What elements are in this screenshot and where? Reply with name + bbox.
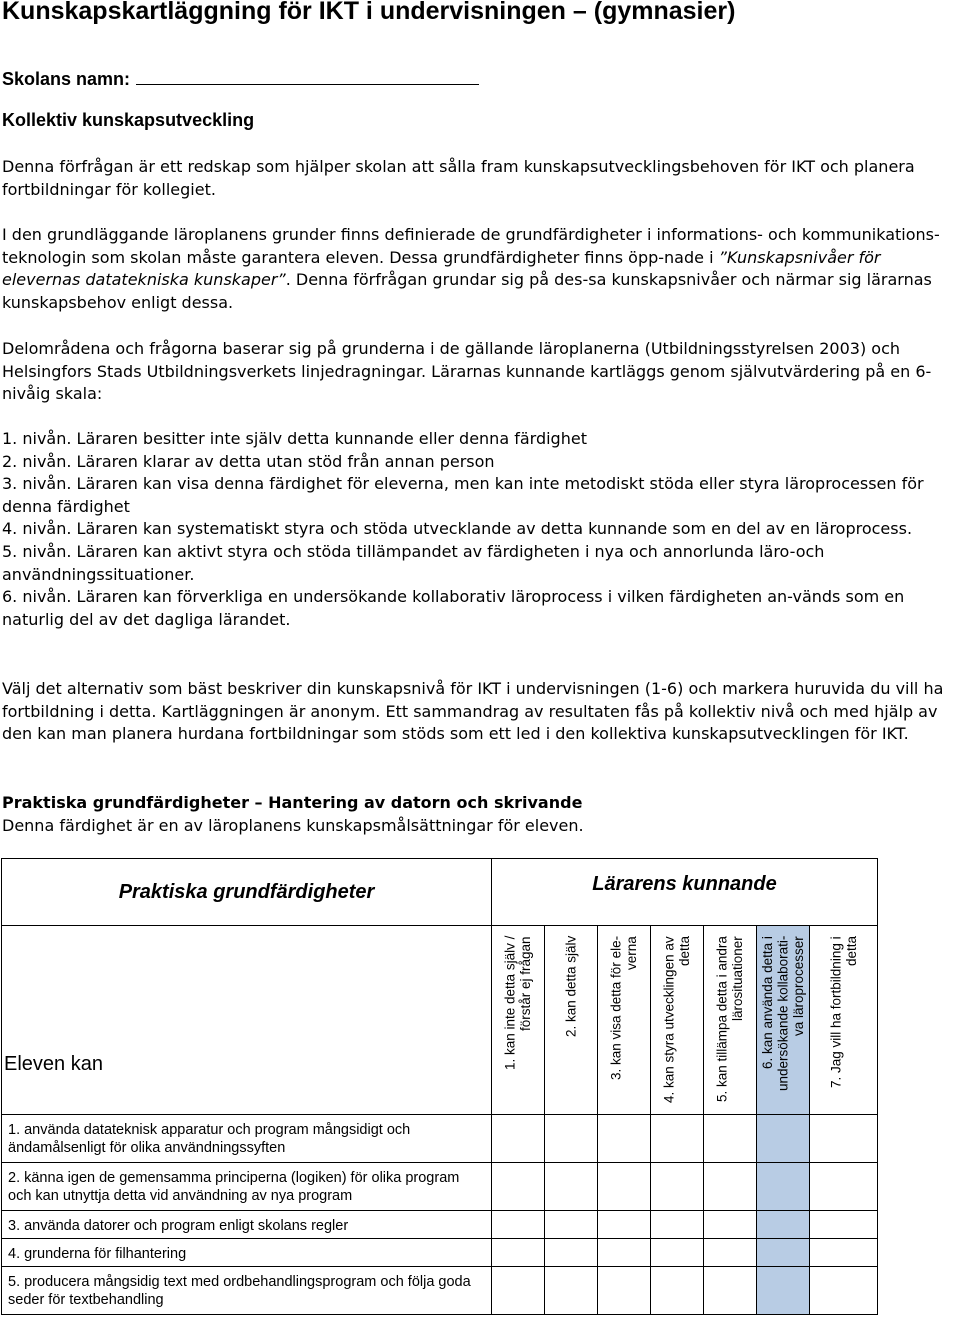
- levels-list: [2, 428, 958, 631]
- table-row: [2, 1163, 878, 1211]
- column-header-2: [545, 926, 598, 1115]
- answer-cell[interactable]: [757, 1163, 810, 1211]
- table-row: [2, 1267, 878, 1315]
- column-header-5: [704, 926, 757, 1115]
- section-subtitle: Denna färdighet är en av läroplanens kunskapsmålsättningar för eleven.: [2, 815, 584, 835]
- answer-cell[interactable]: [757, 1267, 810, 1315]
- table-row: [2, 1239, 878, 1267]
- answer-cell[interactable]: [545, 1115, 598, 1163]
- column-header-2-text: 2. kan detta själv: [563, 936, 579, 1038]
- column-header-3-text: 3. kan visa detta för ele-verna: [608, 936, 639, 1081]
- column-header-3: [598, 926, 651, 1115]
- answer-cell[interactable]: [545, 1163, 598, 1211]
- column-header-6: [757, 926, 810, 1115]
- answer-cell[interactable]: [492, 1211, 545, 1239]
- level-item-4: 4. nivån. Läraren kan systematiskt styra och stöda utvecklande av detta kunnande som en del av en läroprocess.: [2, 519, 913, 539]
- answer-cell[interactable]: [598, 1163, 651, 1211]
- answer-cell[interactable]: [704, 1211, 757, 1239]
- answer-cell[interactable]: [545, 1239, 598, 1267]
- table-row: [2, 1115, 878, 1163]
- section-intro: [2, 792, 958, 837]
- answer-cell[interactable]: [545, 1267, 598, 1315]
- page-title: Kunskapskartläggning för IKT i undervisningen – (gymnasier): [2, 0, 736, 25]
- row-header-eleven-kan: Eleven kan: [2, 926, 492, 1115]
- answer-cell[interactable]: [598, 1239, 651, 1267]
- column-header-4-text: 4. kan styra utvecklingen av detta: [661, 936, 692, 1103]
- answer-cell[interactable]: [704, 1267, 757, 1315]
- column-header-6-text: 6. kan använda detta i undersökande kollaborati-va läroprocesser: [759, 936, 806, 1092]
- school-name-field: [2, 66, 479, 90]
- skill-row-label: 4. grunderna för filhantering: [2, 1239, 492, 1267]
- level-item-2: 2. nivån. Läraren klarar av detta utan stöd från annan person: [2, 451, 495, 471]
- skill-row-label: 2. känna igen de gemensamma principerna (logiken) för olika program och kan utnyttja detta vid användning av nya program: [2, 1163, 492, 1211]
- answer-cell[interactable]: [757, 1211, 810, 1239]
- level-item-5: 5. nivån. Läraren kan aktivt styra och stöda tillämpandet av färdigheten i nya och annorlunda läro-och användningssituationer.: [2, 541, 825, 584]
- answer-cell[interactable]: [492, 1115, 545, 1163]
- answer-cell[interactable]: [810, 1115, 878, 1163]
- column-header-7-text: 7. Jag vill ha fortbildning i detta: [828, 936, 859, 1088]
- curriculum-paragraph-a: I den grundläggande läroplanens grunder finns definierade de grundfärdigheter i informations- och kommunikations-teknologin som skolan måste garantera eleven. Dessa grundfärdigheter finns öpp-nade i: [2, 225, 940, 267]
- intro-paragraph: Denna förfrågan är ett redskap som hjälper skolan att sålla fram kunskapsutvecklingsbehoven för IKT och planera fortbildningar för kollegiet.: [2, 157, 915, 199]
- answer-cell[interactable]: [598, 1267, 651, 1315]
- column-header-5-text: 5. kan tillämpa detta i andra lärosituationer: [714, 936, 745, 1102]
- answer-cell[interactable]: [651, 1115, 704, 1163]
- answer-cell[interactable]: [810, 1267, 878, 1315]
- answer-cell[interactable]: [598, 1115, 651, 1163]
- curriculum-reference: ”Kunskapsnivåer för elevernas datatekniska kunskaper”: [2, 247, 881, 290]
- answer-cell[interactable]: [704, 1163, 757, 1211]
- level-item-6: 6. nivån. Läraren kan förverkliga en undersökande kollaborativ läroprocess i vilken färdigheten an-vänds som en naturlig del av det dagliga lärandet.: [2, 587, 905, 629]
- answer-cell[interactable]: [757, 1115, 810, 1163]
- answer-cell[interactable]: [757, 1239, 810, 1267]
- skill-row-label: 5. producera mångsidig text med ordbehandlingsprogram och följa goda seder för textbehandling: [2, 1267, 492, 1315]
- column-header-7: [810, 926, 878, 1115]
- school-name-label: Skolans namn:: [2, 69, 131, 89]
- skills-table: [1, 858, 878, 1315]
- answer-cell[interactable]: [810, 1239, 878, 1267]
- answer-cell[interactable]: [545, 1211, 598, 1239]
- answer-cell[interactable]: [651, 1239, 704, 1267]
- answer-cell[interactable]: [492, 1163, 545, 1211]
- subheading: Kollektiv kunskapsutveckling: [2, 110, 255, 130]
- curriculum-paragraph: [2, 224, 958, 314]
- answer-cell[interactable]: [651, 1267, 704, 1315]
- answer-cell[interactable]: [492, 1239, 545, 1267]
- answer-cell[interactable]: [810, 1163, 878, 1211]
- answer-cell[interactable]: [810, 1211, 878, 1239]
- table-header-skills: Praktiska grundfärdigheter: [2, 859, 492, 926]
- skill-row-label: 3. använda datorer och program enligt skolans regler: [2, 1211, 492, 1239]
- column-header-4: [651, 926, 704, 1115]
- answer-cell[interactable]: [598, 1211, 651, 1239]
- answer-cell[interactable]: [651, 1211, 704, 1239]
- level-item-3: 3. nivån. Läraren kan visa denna färdighet för eleverna, men kan inte metodiskt stöda eller styra läroprocessen för denna färdighet: [2, 474, 924, 516]
- basis-paragraph: Delområdena och frågorna baserar sig på grunderna i de gällande läroplanerna (Utbildningsstyrelsen 2003) och Helsingfors Stads Utbildningsverkets linjedragningar. Lärarnas kunnande kartläggs genom självutvärdering på en 6-nivåig skala:: [2, 339, 932, 404]
- answer-cell[interactable]: [651, 1163, 704, 1211]
- instructions-paragraph: Välj det alternativ som bäst beskriver din kunskapsnivå för IKT i undervisningen (1-6) och markera huruvida du vill ha fortbildning i detta. Kartläggningen är anonym. Ett sammandrag av resultaten fås på kollektiv nivå och med hjälp av den kan man planera hurdana fortbildningar som stöds som ett led i den kollektiva kunskapsutvecklingen för IKT.: [2, 679, 944, 744]
- column-header-1: [492, 926, 545, 1115]
- section-title: Praktiska grundfärdigheter – Hantering av datorn och skrivande: [2, 793, 583, 812]
- school-name-input-line[interactable]: [136, 66, 479, 85]
- answer-cell[interactable]: [704, 1115, 757, 1163]
- skill-row-label: 1. använda datateknisk apparatur och program mångsidigt och ändamålsenligt för olika användningssyften: [2, 1115, 492, 1163]
- curriculum-paragraph-b: . Denna förfrågan grundar sig på des-sa kunskapsnivåer och närmar sig lärarnas kunskapsbehov enligt dessa.: [2, 270, 932, 312]
- answer-cell[interactable]: [704, 1239, 757, 1267]
- column-header-1-text: 1. kan inte detta själv / förstår ej frågan: [502, 936, 533, 1071]
- table-row: [2, 1211, 878, 1239]
- level-item-1: 1. nivån. Läraren besitter inte själv detta kunnande eller denna färdighet: [2, 429, 587, 448]
- answer-cell[interactable]: [492, 1267, 545, 1315]
- table-header-teacher-skill: Lärarens kunnande: [492, 859, 878, 926]
